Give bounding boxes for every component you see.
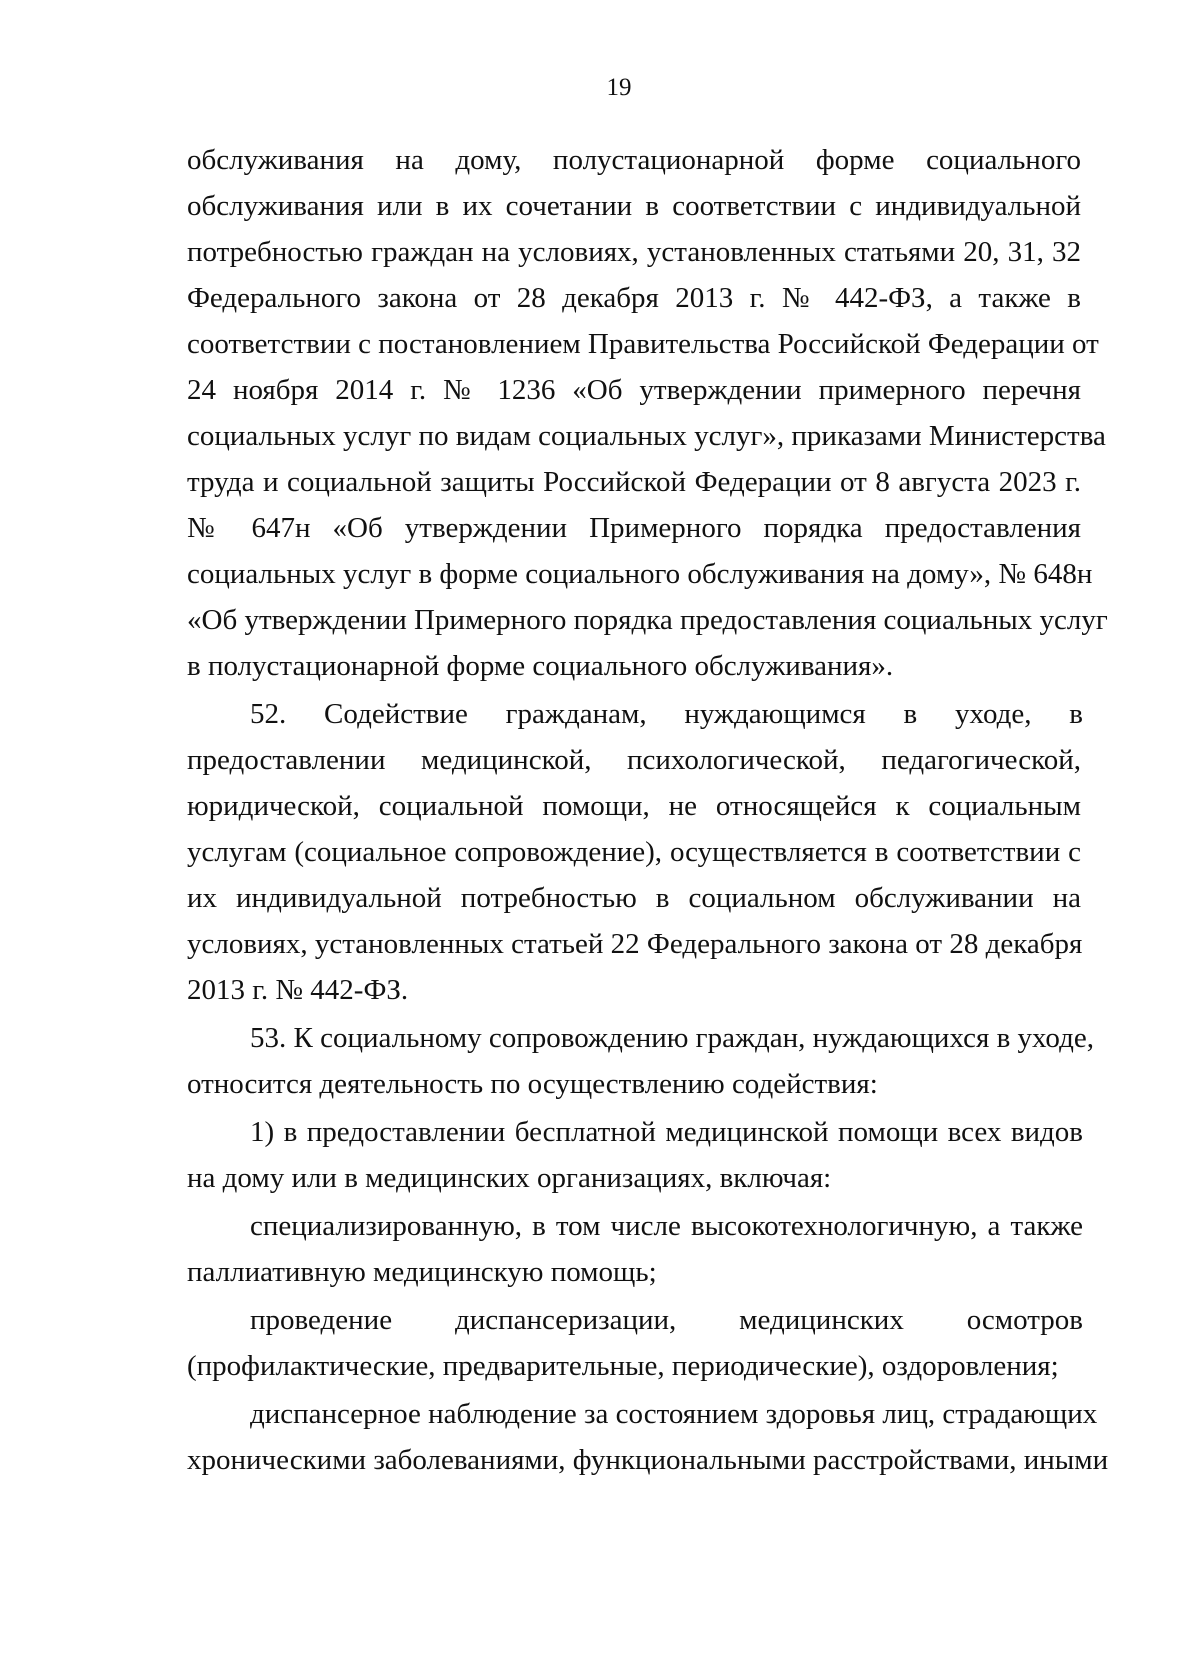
text-line: 24 ноября 2014 г. № 1236 «Об утверждении примерного перечня — [187, 374, 1081, 406]
paragraph-52-first-line: 52. Содействие гражданам, нуждающимся в уходе, в — [250, 698, 1083, 730]
text-line: относится деятельность по осуществлению содействия: — [187, 1068, 878, 1100]
text-line: соответствии с постановлением Правительства Российской Федерации от — [187, 328, 1099, 360]
text-line: Федерального закона от 28 декабря 2013 г. № 442-ФЗ, а также в — [187, 282, 1081, 314]
text-line: труда и социальной защиты Российской Федерации от 8 августа 2023 г. — [187, 466, 1081, 498]
text-line: условиях, установленных статьей 22 Федерального закона от 28 декабря — [187, 928, 1083, 960]
list-item-1-first-line: 1) в предоставлении бесплатной медицинской помощи всех видов — [250, 1116, 1083, 1148]
sub-item-first-line: диспансерное наблюдение за состоянием здоровья лиц, страдающих — [250, 1398, 1098, 1430]
text-line: юридической, социальной помощи, не относящейся к социальным — [187, 790, 1081, 822]
text-line: в полустационарной форме социального обслуживания». — [187, 650, 894, 682]
sub-item-first-line: проведение диспансеризации, медицинских осмотров — [250, 1304, 1083, 1336]
paragraph-53-first-line: 53. К социальному сопровождению граждан, нуждающихся в уходе, — [250, 1022, 1094, 1054]
text-line: обслуживания или в их сочетании в соответствии с индивидуальной — [187, 190, 1081, 222]
page-number: 19 — [606, 74, 632, 101]
text-line: № 647н «Об утверждении Примерного порядка предоставления — [187, 512, 1081, 544]
text-line: их индивидуальной потребностью в социальном обслуживании на — [187, 882, 1081, 914]
text-line: социальных услуг по видам социальных услуг», приказами Министерства — [187, 420, 1106, 452]
text-line: «Об утверждении Примерного порядка предоставления социальных услуг — [187, 604, 1108, 636]
text-line: услугам (социальное сопровождение), осуществляется в соответствии с — [187, 836, 1081, 868]
text-line: предоставлении медицинской, психологической, педагогической, — [187, 744, 1081, 776]
text-line: 2013 г. № 442-ФЗ. — [187, 974, 409, 1006]
text-line: на дому или в медицинских организациях, включая: — [187, 1162, 832, 1194]
text-line: (профилактические, предварительные, периодические), оздоровления; — [187, 1350, 1059, 1382]
text-line: обслуживания на дому, полустационарной форме социального — [187, 144, 1081, 176]
text-line: паллиативную медицинскую помощь; — [187, 1256, 657, 1288]
text-line: хроническими заболеваниями, функциональными расстройствами, иными — [187, 1444, 1109, 1476]
text-line: потребностью граждан на условиях, установленных статьями 20, 31, 32 — [187, 236, 1081, 268]
text-line: социальных услуг в форме социального обслуживания на дому», № 648н — [187, 558, 1093, 590]
sub-item-first-line: специализированную, в том числе высокотехнологичную, а также — [250, 1210, 1083, 1242]
